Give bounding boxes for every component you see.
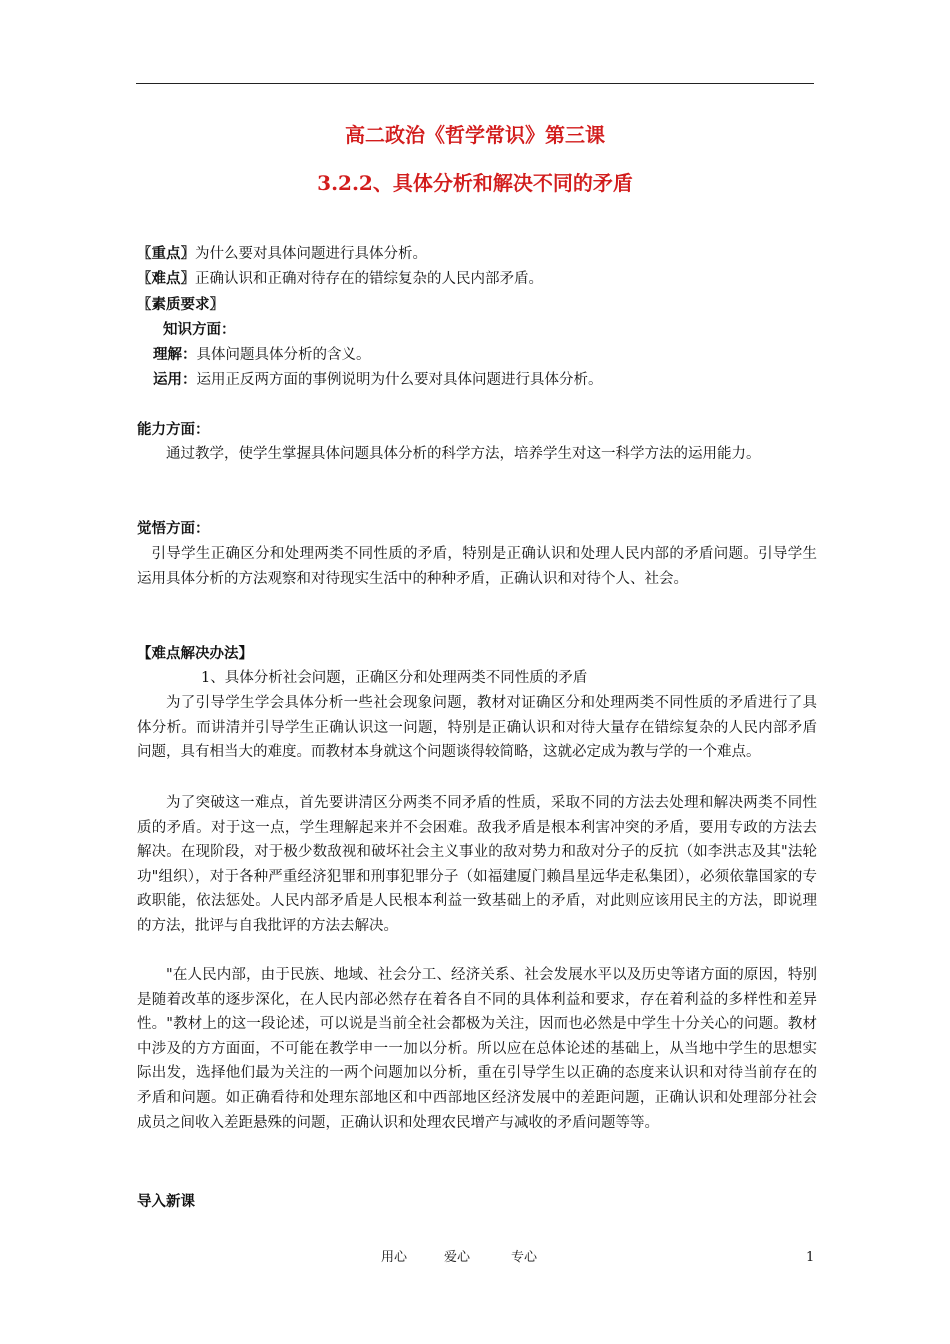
difficult-point-text: 正确认识和正确对待存在的错综复杂的人民内部矛盾。 xyxy=(195,271,543,287)
header-rule xyxy=(136,83,814,84)
page-title: 高二政治《哲学常识》第三课 xyxy=(345,123,605,147)
understand-text: 具体问题具体分析的含义。 xyxy=(196,347,371,363)
footer-word-3: 专心 xyxy=(511,1250,538,1265)
page-number: 1 xyxy=(806,1250,815,1265)
key-point-text: 为什么要对具体问题进行具体分析。 xyxy=(195,246,427,262)
knowledge-heading: 知识方面： xyxy=(163,321,236,338)
apply-label: 运用： xyxy=(153,371,197,388)
awareness-paragraph: 引导学生正确区分和处理两类不同性质的矛盾，特别是正确认识和处理人民内部的矛盾问题。引导学生运用具体分析的方法观察和对待现实生活中的种种矛盾，正确认识和对待个人、社会。 xyxy=(137,546,817,587)
solution-paragraph-1: 为了引导学生学会具体分析一些社会现象问题，教材对证确区分和处理两类不同性质的矛盾进行了具体分析。而讲清并引导学生正确认识这一问题，特别是正确认识和对待大量存在错综复杂的人民内部矛盾问题，具有相当大的难度。而教材本身就这个问题谈得较简略，这就必定成为教与学的一个难点。 xyxy=(137,695,817,761)
quality-label: 〖素质要求〗 xyxy=(137,296,224,313)
footer-word-2: 爱心 xyxy=(444,1250,471,1265)
solution-paragraph-3: "在人民内部，由于民族、地域、社会分工、经济关系、社会发展水平以及历史等诸方面的原因，特别是随着改革的逐步深化，在人民内部必然存在着各自不同的具体利益和要求，存在着利益的多样性和差异性。"教材上的这一段论述，可以说是当前全社会都极为关注，因而也必然是中学生十分关心的问题。教材中涉及的方方面面，不可能在教学申一一加以分析。所以应在总体论述的基础上，从当地中学生的思想实际出发，选择他们最为关注的一两个问题加以分析，重在引导学生以正确的态度来认识和对待当前存在的矛盾和问题。如正确看待和处理东部地区和中西部地区经济发展中的差距问题，正确认识和处理部分社会成员之间收入差距悬殊的问题，正确认识和处理农民增产与减收的矛盾问题等等。 xyxy=(137,967,817,1131)
understand-line xyxy=(153,345,371,365)
difficult-point-label: 〖难点〗 xyxy=(137,270,195,287)
understand-label: 理解： xyxy=(153,346,197,363)
apply-line xyxy=(153,370,603,390)
awareness-heading: 觉悟方面： xyxy=(137,520,210,537)
difficult-point-line xyxy=(137,269,543,289)
key-point-label: 〖重点〗 xyxy=(137,245,195,262)
key-point-line xyxy=(137,244,427,264)
section-subtitle: 3.2.2、具体分析和解决不同的矛盾 xyxy=(317,171,633,195)
intro-heading: 导入新课 xyxy=(137,1193,195,1210)
solution-paragraph-2: 为了突破这一难点，首先要讲清区分两类不同矛盾的性质，采取不同的方法去处理和解决两类不同性质的矛盾。对于这一点，学生理解起来并不会困难。敌我矛盾是根本利害冲突的矛盾，要用专政的方法去解决。在现阶段，对于极少数敌视和破坏社会主义事业的敌对势力和敌对分子的反抗（如李洪志及其"法轮功"组织），对于各种严重经济犯罪和刑事犯罪分子（如福建厦门赖昌星远华走私集团），必须依靠国家的专政职能，依法惩处。人民内部矛盾是人民根本利益一致基础上的矛盾，对此则应该用民主的方法，即说理的方法，批评与自我批评的方法去解决。 xyxy=(137,795,817,934)
solution-item-1: 1、具体分析社会问题，正确区分和处理两类不同性质的矛盾 xyxy=(201,670,588,686)
ability-paragraph: 通过教学，使学生掌握具体问题具体分析的科学方法，培养学生对这一科学方法的运用能力。 xyxy=(166,446,761,462)
apply-text: 运用正反两方面的事例说明为什么要对具体问题进行具体分析。 xyxy=(196,372,603,388)
footer-word-1: 用心 xyxy=(381,1250,408,1265)
ability-heading: 能力方面： xyxy=(137,421,210,438)
solution-heading: 【难点解决办法】 xyxy=(137,645,253,662)
